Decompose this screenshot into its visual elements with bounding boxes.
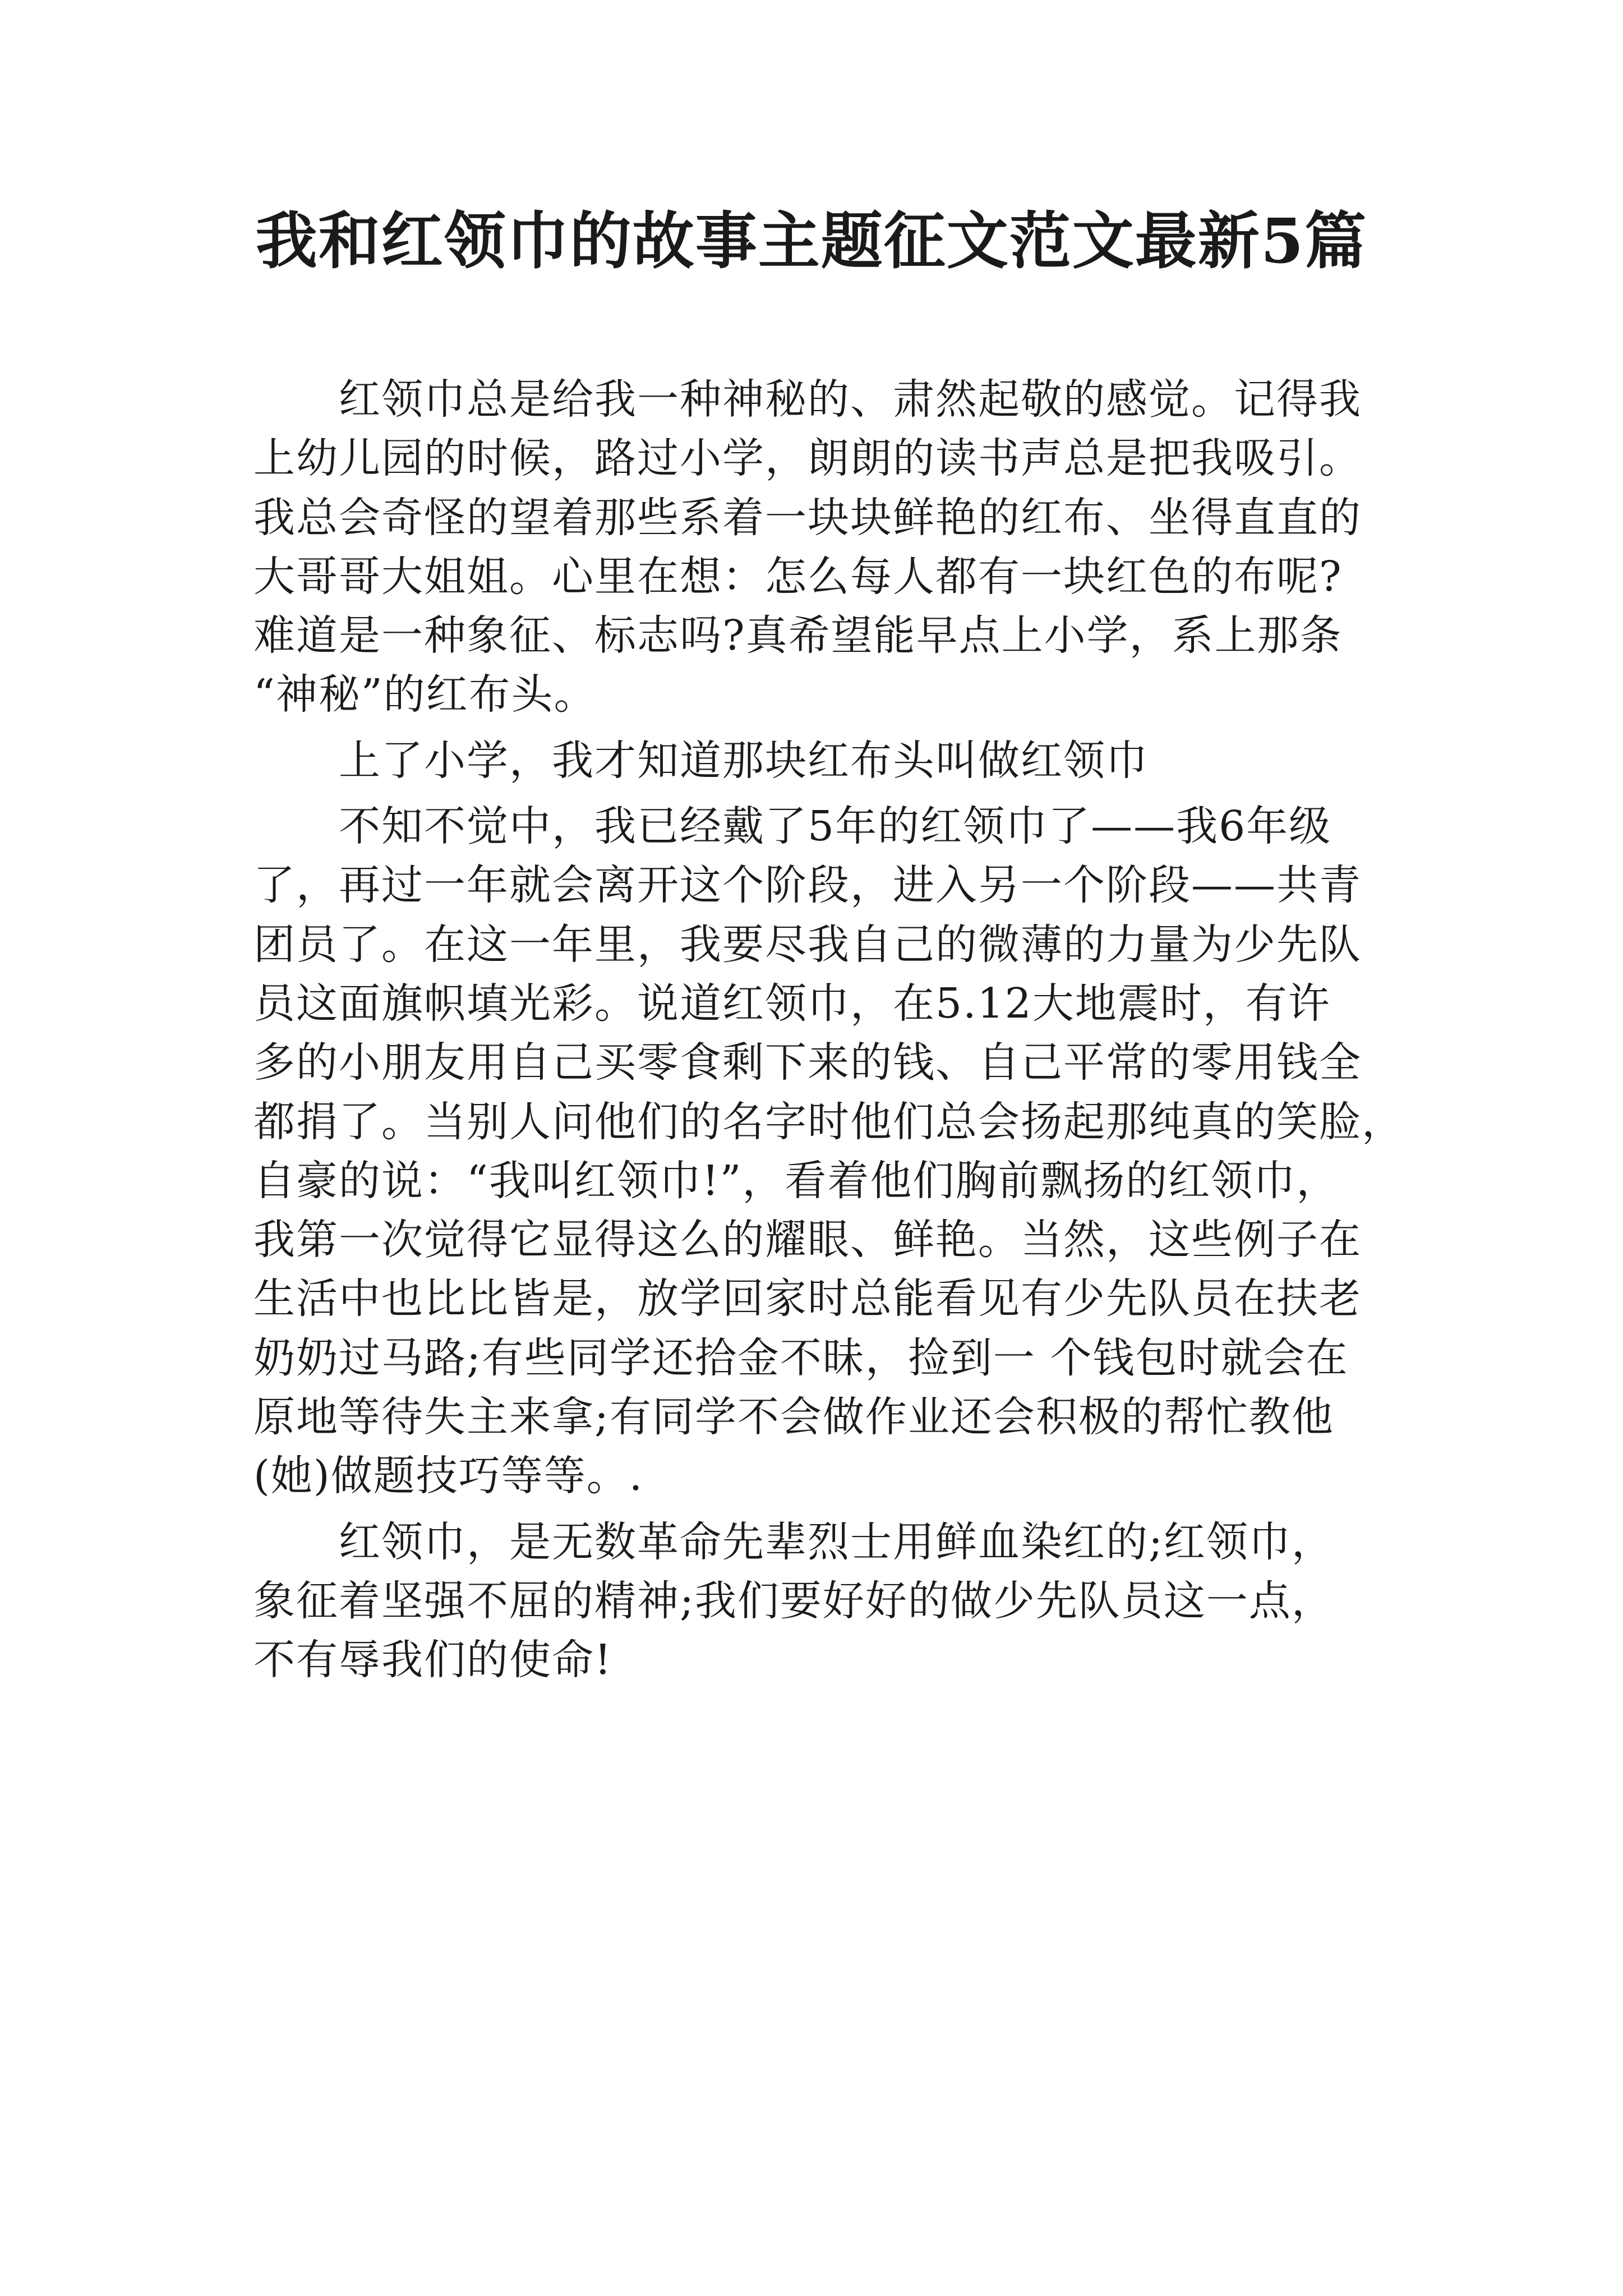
- paragraph-gap: [253, 790, 1398, 797]
- text-line: 我第一次觉得它显得这么的耀眼、鲜艳。当然，这些例子在: [253, 1216, 1362, 1264]
- text-line: 团员了。在这一年里，我要尽我自己的微薄的力量为少先队: [253, 920, 1362, 969]
- text-line: “神秘”的红布头。: [253, 670, 597, 719]
- text-line: 大哥哥大姐姐。心里在想：怎么每人都有一块红色的布呢?: [253, 552, 1343, 601]
- text-line: (她)做题技巧等等。.: [253, 1452, 644, 1501]
- text-line: 生活中也比比皆是，放学回家时总能看见有少先队员在扶老: [253, 1274, 1362, 1323]
- text-line: 原地等待失主来拿;有同学不会做作业还会积极的帮忙教他: [253, 1393, 1334, 1442]
- text-line: 上了小学，我才知道那块红布头叫做红领巾: [253, 736, 1149, 785]
- paragraph: [253, 1513, 1398, 1690]
- text-line: 不知不觉中，我已经戴了5年的红领巾了——我6年级: [253, 802, 1332, 851]
- paragraph: [253, 731, 1398, 790]
- paragraph: [253, 370, 1398, 725]
- text-line: 象征着坚强不屈的精神;我们要好好的做少先队员这一点，: [253, 1576, 1334, 1625]
- text-line: 红领巾总是给我一种神秘的、肃然起敬的感觉。记得我: [253, 375, 1362, 424]
- document-title: 我和红领巾的故事主题征文范文最新5篇: [255, 205, 1368, 277]
- text-line: 难道是一种象征、标志吗?真希望能早点上小学，系上那条: [253, 611, 1343, 660]
- text-line: 我总会奇怪的望着那些系着一块块鲜艳的红布、坐得直直的: [253, 493, 1362, 542]
- text-line: 都捐了。当别人问他们的名字时他们总会扬起那纯真的笑脸，: [253, 1097, 1404, 1146]
- text-line: 奶奶过马路;有些同学还拾金不昧，捡到一 个钱包时就会在: [253, 1333, 1349, 1382]
- text-line: 了，再过一年就会离开这个阶段，进入另一个阶段——共青: [253, 861, 1362, 910]
- text-line: 自豪的说：“我叫红领巾!”，看着他们胸前飘扬的红领巾，: [253, 1156, 1339, 1205]
- text-line: 多的小朋友用自己买零食剩下来的钱、自己平常的零用钱全: [253, 1038, 1362, 1087]
- text-line: 上幼儿园的时候，路过小学，朗朗的读书声总是把我吸引。: [253, 434, 1362, 483]
- text-line: 红领巾，是无数革命先辈烈士用鲜血染红的;红领巾，: [253, 1517, 1334, 1566]
- paragraph: [253, 797, 1404, 1506]
- text-line: 员这面旗帜填光彩。说道红领巾，在5.12大地震时，有许: [253, 979, 1331, 1028]
- text-line: 不有辱我们的使命!: [253, 1636, 612, 1685]
- paragraph-gap: [253, 1506, 1398, 1513]
- paragraph-gap: [253, 725, 1398, 731]
- document-body: [253, 370, 1404, 1690]
